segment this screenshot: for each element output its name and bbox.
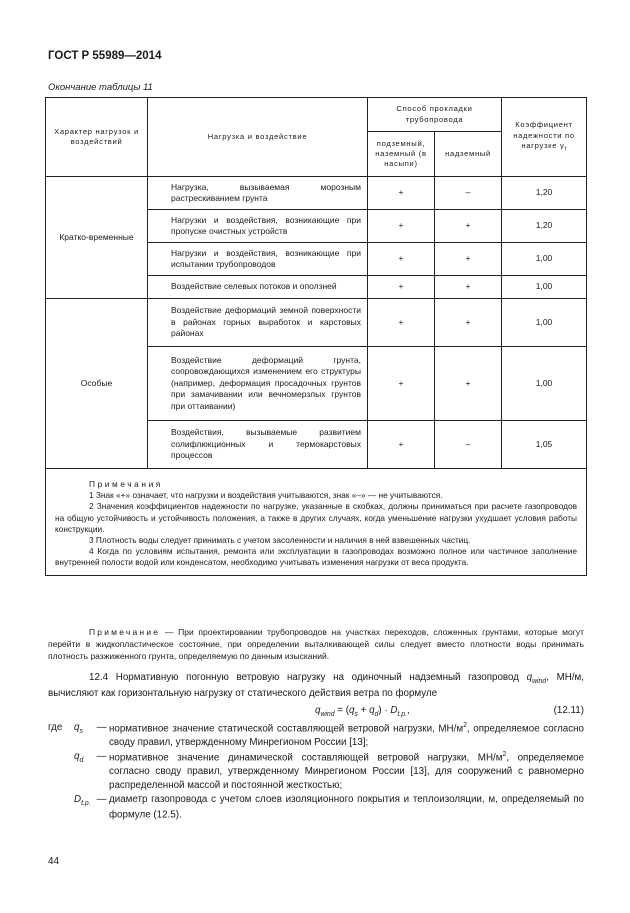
definition-sub: t.p. (81, 800, 91, 808)
definition-text-a: нормативное значение статической составляющей ветровой нагрузки, МН/м (109, 723, 464, 735)
category-special: Особые (46, 299, 148, 469)
formula-qd: q (369, 705, 375, 716)
header-character: Характер нагрузок и воздействий (46, 98, 148, 177)
underground-cell: + (368, 243, 435, 276)
formula-eq: = ( (334, 705, 349, 716)
header-load: Нагрузка и воздействие (148, 98, 368, 177)
definition-text-b: , определяемое согласно своду правил, утвержденному Минрегионом России [13]; (109, 723, 584, 749)
definition-sym: q (74, 751, 80, 763)
aboveground-cell: + (435, 347, 502, 421)
note-item: 1 Знак «+» означает, что нагрузки и воздействия учитываются, знак «–» — не учитываются. (89, 490, 443, 501)
definition-sym: D (74, 794, 82, 806)
underground-cell: + (368, 421, 435, 469)
definition-dash: — (96, 794, 107, 806)
note-item: 2 Значения коэффициентов надежности по нагрузке, указанные в скобках, должны приниматься при расчете газопроводов на общую устойчивость и устойчивость положения, а также в других случаях, когда уменьшение нагрузки ухудшает условия работы конструкции. (55, 501, 578, 534)
definition-sup: 2 (463, 722, 467, 729)
definition-where (48, 750, 74, 793)
definition-sym: q (74, 722, 80, 733)
load-cell: Воздействие деформаций грунта, сопровождающихся изменением его структуры (например, деформация просадочных грунтов при замачивании или вечномерзлых грунтов при оттаивании) (148, 347, 368, 421)
formula-d: D (390, 705, 398, 716)
coef-cell: 1,00 (502, 276, 587, 299)
definition-text-b: , определяемое согласно своду правил, утвержденному Минрегионом России [13], для сооружений с равномерно распределенной массой и постоянной жесткостью; (109, 752, 584, 792)
coef-cell: 1,05 (502, 421, 587, 469)
header-aboveground: надземный (435, 132, 502, 177)
formula-number: (12.11) (553, 705, 584, 716)
underground-cell: + (368, 347, 435, 421)
aboveground-cell: – (435, 421, 502, 469)
load-cell: Нагрузки и воздействия, возникающие при пропуске очистных устройств (148, 210, 368, 243)
formula-lhs: q (315, 705, 321, 716)
note-label: Примечание (89, 627, 161, 637)
definitions (48, 721, 584, 822)
definition-where: где (48, 722, 63, 733)
definition-sub: d (79, 757, 84, 765)
formula-lhs-sub: wind (320, 710, 335, 718)
coef-cell: 1,20 (502, 210, 587, 243)
para-symbol: q (526, 672, 533, 683)
underground-cell: + (368, 299, 435, 347)
header-coef (502, 98, 587, 177)
aboveground-cell: + (435, 210, 502, 243)
paragraph-12-4 (48, 671, 584, 701)
load-cell: Нагрузки и воздействия, возникающие при испытании трубопроводов (148, 243, 368, 276)
definition-symbol (74, 793, 94, 822)
definition-text (109, 721, 584, 750)
aboveground-cell: – (435, 177, 502, 210)
table-caption: Окончание таблицы 11 (48, 82, 153, 93)
coef-cell: 1,20 (502, 177, 587, 210)
aboveground-cell: + (435, 299, 502, 347)
definition-text-a: диаметр газопровода с учетом слоев изоляционного покрытия и теплоизоляции, м, определяемый по формуле (12.5). (109, 794, 584, 821)
header-coef-label: Коэффициент надежности по нагрузке γ (513, 120, 575, 150)
note-after-table (48, 626, 584, 662)
para-symbol-sub: wind (532, 677, 547, 685)
aboveground-cell: + (435, 276, 502, 299)
note-item: 3 Плотность воды следует принимать с учетом засоленности и наличия в ней взвешенных частиц. (89, 534, 471, 545)
formula-qs-sub: s (354, 710, 358, 718)
definition-where (48, 793, 74, 822)
definition-text (109, 750, 584, 793)
definition-item (48, 721, 584, 750)
formula-qs: q (349, 705, 355, 716)
underground-cell: + (368, 177, 435, 210)
coef-cell: 1,00 (502, 347, 587, 421)
header-underground: подземный, наземный (в насыпи) (368, 132, 435, 177)
page-number: 44 (48, 856, 60, 867)
load-cell: Воздействие селевых потоков и оползней (148, 276, 368, 299)
table-11 (45, 97, 587, 576)
definition-symbol (74, 721, 94, 750)
definition-symbol (74, 750, 94, 793)
definition-text (109, 793, 584, 822)
definition-sup: 2 (502, 751, 507, 759)
formula-12-11 (315, 705, 410, 718)
category-short-term: Кратко-временные (46, 177, 148, 299)
definition-sub: s (79, 727, 83, 735)
formula-end: , (406, 705, 410, 716)
underground-cell: + (368, 276, 435, 299)
para-after: , МН/м, вычисляют как горизонтальную нагрузку от статического действия ветра по формуле (48, 672, 584, 699)
coef-cell: 1,00 (502, 243, 587, 276)
formula-d-sub: t.p. (397, 710, 407, 718)
document-header: ГОСТ Р 55989—2014 (48, 50, 162, 62)
header-coef-sub: f (564, 146, 567, 153)
para-before: 12.4 Нормативную погонную ветровую нагрузку на одиночный надземный газопровод (89, 672, 527, 683)
definition-text-a: нормативное значение динамической составляющей ветровой нагрузки, МН/м (109, 752, 503, 764)
formula-plus: + (357, 705, 370, 716)
load-cell: Нагрузка, вызываемая морозным растрескиванием грунта (148, 177, 368, 210)
table-notes (46, 469, 587, 576)
definition-dash: — (96, 722, 107, 733)
notes-title: Примечания (89, 479, 163, 489)
note-item: 4 Когда по условиям испытания, ремонта или эксплуатации в газопроводах возможно полное или частичное заполнение внутренней полости водой или конденсатом, необходимо учитывать изменения нагрузки от веса продукта. (55, 546, 578, 568)
formula-mult: ) · (378, 705, 391, 716)
underground-cell: + (368, 210, 435, 243)
coef-cell: 1,00 (502, 299, 587, 347)
definition-item (48, 793, 584, 822)
aboveground-cell: + (435, 243, 502, 276)
header-method: Способ прокладки трубопровода (368, 98, 502, 132)
formula-qd-sub: d (374, 710, 379, 718)
load-cell: Воздействия, вызываемые развитием солифлюкционных и термокарстовых процессов (148, 421, 368, 469)
definition-item (48, 750, 584, 793)
definition-dash: — (96, 751, 107, 763)
note-text: — При проектировании трубопроводов на участках переходов, сложенных грунтами, которые могут перейти в жидкопластическое состояние, при определении выталкивающей силы следует вместо плотности воды принимать плотность разжиженного грунта, определяемую по данным изысканий. (48, 627, 584, 662)
load-cell: Воздействие деформаций земной поверхности в районах горных выработок и карстовых районах (148, 299, 368, 347)
